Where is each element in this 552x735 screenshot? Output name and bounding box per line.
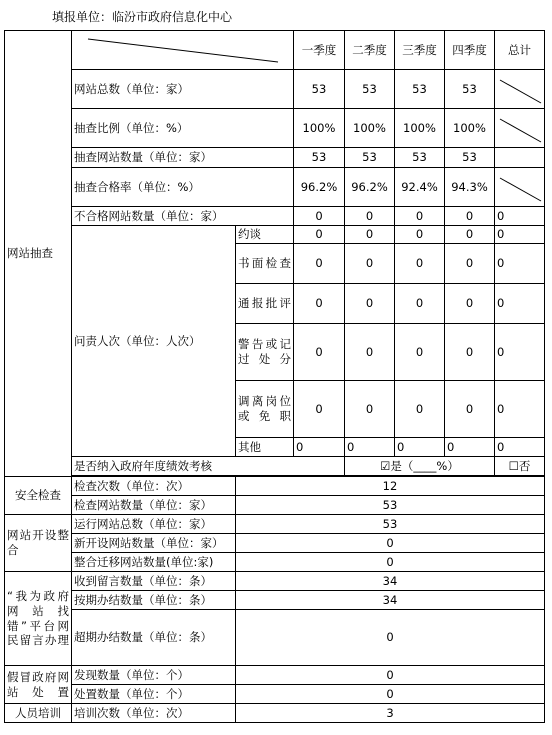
- cell-value: 53: [294, 70, 345, 109]
- cell-total: 0: [495, 226, 545, 244]
- section-site-setup: 网站开设整合: [5, 515, 72, 572]
- header-q2: 二季度: [345, 31, 395, 70]
- section-spot-check: 网站抽查: [5, 31, 72, 477]
- cell-value: 0: [236, 534, 545, 553]
- cell-value: 53: [236, 496, 545, 515]
- cell-value: 0: [294, 324, 345, 381]
- cell-value: 0: [345, 438, 395, 457]
- sub-label: 警告或记过处分: [236, 324, 294, 381]
- cell-value: 0: [395, 244, 445, 284]
- sub-label: 通报批评: [236, 284, 294, 324]
- cell-value: 0: [236, 610, 545, 666]
- row-label-fail-count: 不合格网站数量（单位：家）: [72, 207, 294, 226]
- header-q3: 三季度: [395, 31, 445, 70]
- row-label-total-sites: 网站总数（单位：家）: [72, 70, 294, 109]
- cell-value: 0: [395, 381, 445, 438]
- cell-value: 53: [395, 70, 445, 109]
- cell-value: 0: [395, 438, 445, 457]
- row-label: 按期办结数量（单位：条）: [72, 591, 236, 610]
- cell-value: 0: [345, 244, 395, 284]
- cell-value: 96.2%: [345, 168, 395, 207]
- cell-value: 0: [445, 207, 495, 226]
- row-label-check-ratio: 抽查比例（单位：%）: [72, 109, 294, 148]
- cell-value: 100%: [395, 109, 445, 148]
- cell-value: 34: [236, 572, 545, 591]
- cell-value: 0: [345, 207, 395, 226]
- cell-value: 0: [445, 324, 495, 381]
- cell-total: 0: [495, 324, 545, 381]
- cell-value: 0: [236, 553, 545, 572]
- cell-value: 0: [445, 284, 495, 324]
- diagonal-line: [495, 109, 545, 148]
- cell-value: 0: [345, 284, 395, 324]
- report-table: [4, 30, 545, 723]
- cell-value: 34: [236, 591, 545, 610]
- header-q4: 四季度: [445, 31, 495, 70]
- cell-value: 0: [395, 207, 445, 226]
- row-label-accountability: 问责人次（单位：人次）: [72, 226, 236, 457]
- cell-value: 0: [345, 324, 395, 381]
- cell-value: 0: [294, 207, 345, 226]
- row-label: 整合迁移网站数量(单位:家): [72, 553, 236, 572]
- row-label: 收到留言数量（单位：条）: [72, 572, 236, 591]
- cell-value: 0: [345, 226, 395, 244]
- reporting-unit: 填报单位：临汾市政府信息化中心: [52, 10, 233, 24]
- diagonal-line: [495, 168, 545, 207]
- row-label: 检查网站数量（单位：家）: [72, 496, 236, 515]
- cell-value: 0: [294, 244, 345, 284]
- row-label-check-count: 抽查网站数量（单位：家）: [72, 148, 294, 168]
- cell-value: 0: [294, 381, 345, 438]
- cell-value: 0: [236, 666, 545, 685]
- cell-total: 0: [495, 438, 545, 457]
- cell-value: 100%: [294, 109, 345, 148]
- cell-value: 0: [345, 381, 395, 438]
- header-corner: [72, 31, 294, 70]
- cell-value: 92.4%: [395, 168, 445, 207]
- total-blank: [495, 109, 545, 148]
- assessment-label: 是否纳入政府年度绩效考核: [72, 457, 345, 476]
- diagonal-line: [495, 70, 545, 109]
- cell-value: 96.2%: [294, 168, 345, 207]
- cell-value: 0: [294, 226, 345, 244]
- cell-value: 0: [236, 685, 545, 704]
- cell-value: 3: [236, 704, 545, 723]
- section-error-report: “我为政府网站找错”平台网民留言办理: [5, 572, 72, 666]
- diagonal-line: [72, 31, 294, 70]
- cell-value: 0: [395, 284, 445, 324]
- header-total: 总计: [495, 31, 545, 70]
- cell-value: 12: [236, 477, 545, 496]
- row-label: 超期办结数量（单位：条）: [72, 610, 236, 666]
- cell-value: 53: [345, 70, 395, 109]
- row-label: 处置数量（单位：个）: [72, 685, 236, 704]
- cell-value: 53: [445, 148, 495, 168]
- section-fake-site: 假冒政府网站处置: [5, 666, 72, 704]
- cell-value: 100%: [445, 109, 495, 148]
- row-label: 检查次数（单位：次）: [72, 477, 236, 496]
- cell-value: 0: [395, 324, 445, 381]
- assessment-no: ☐否: [495, 457, 545, 476]
- cell-value: 53: [395, 148, 445, 168]
- assessment-yes: ☑是（____%）: [345, 457, 495, 476]
- section-training: 人员培训: [5, 704, 72, 723]
- section-security: 安全检查: [5, 477, 72, 515]
- cell-total: 0: [495, 381, 545, 438]
- total-blank: [495, 168, 545, 207]
- cell-value: 53: [345, 148, 395, 168]
- cell-value: 0: [445, 381, 495, 438]
- row-label: 运行网站总数（单位：家）: [72, 515, 236, 534]
- row-label: 发现数量（单位：个）: [72, 666, 236, 685]
- cell-value: 94.3%: [445, 168, 495, 207]
- cell-total: 0: [495, 284, 545, 324]
- sub-label: 约谈: [236, 226, 294, 244]
- cell-value: 0: [294, 438, 345, 457]
- cell-total: 0: [495, 244, 545, 284]
- cell-value: 0: [445, 438, 495, 457]
- row-label-pass-rate: 抽查合格率（单位：%）: [72, 168, 294, 207]
- header-q1: 一季度: [294, 31, 345, 70]
- row-label: 培训次数（单位：次）: [72, 704, 236, 723]
- total-blank: [495, 70, 545, 109]
- cell-value: 53: [445, 70, 495, 109]
- sub-label: 其他: [236, 438, 294, 457]
- cell-value: 100%: [345, 109, 395, 148]
- sub-label: 书面检查: [236, 244, 294, 284]
- sub-label: 调离岗位或免职: [236, 381, 294, 438]
- cell-value: 0: [294, 284, 345, 324]
- cell-total: 0: [495, 207, 545, 226]
- cell-value: 0: [445, 226, 495, 244]
- cell-value: 53: [236, 515, 545, 534]
- cell-value: 0: [395, 226, 445, 244]
- cell-value: 53: [294, 148, 345, 168]
- cell-value: 0: [445, 244, 495, 284]
- total-blank: [495, 148, 545, 168]
- row-label: 新开设网站数量（单位：家）: [72, 534, 236, 553]
